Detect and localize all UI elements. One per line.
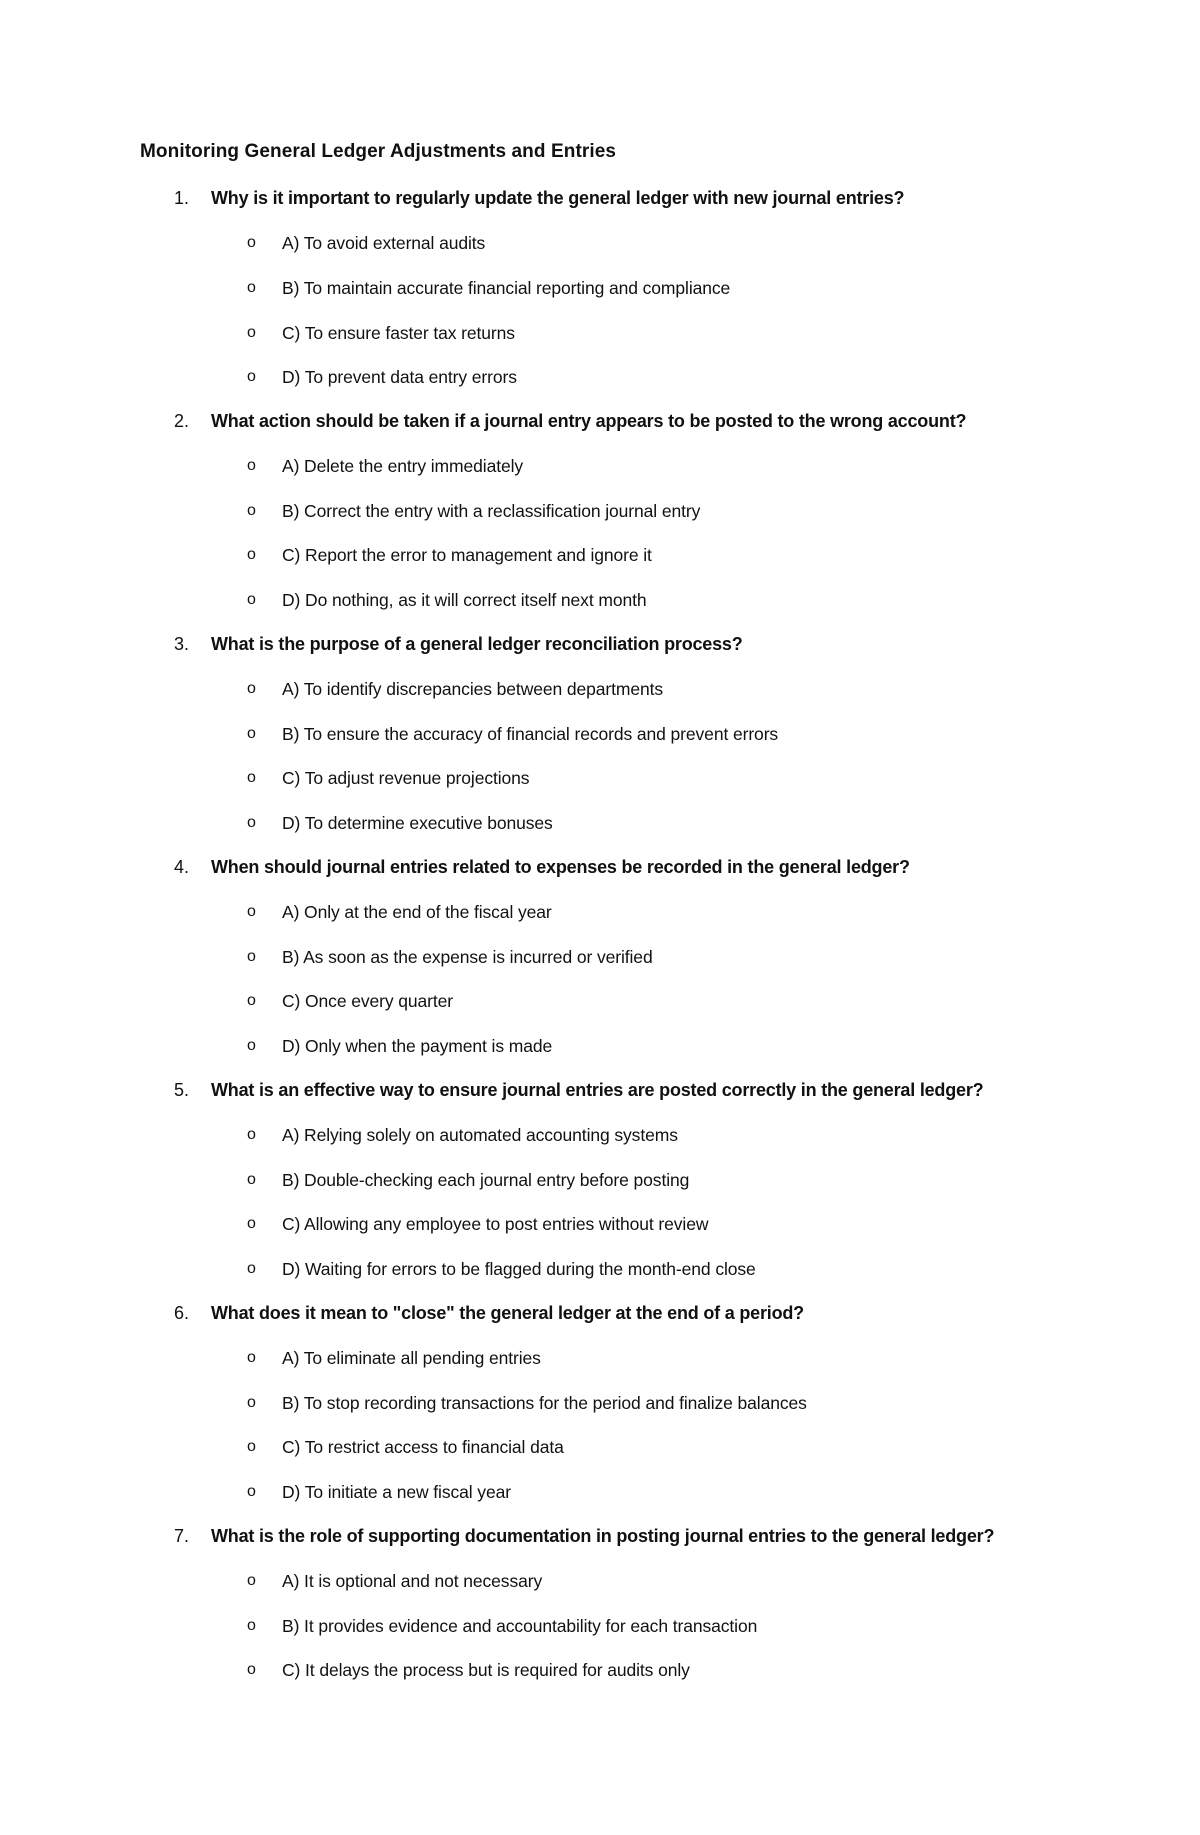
bullet-icon: o (247, 680, 256, 697)
bullet-icon: o (247, 368, 256, 385)
option-item (0, 1616, 1200, 1644)
option-text: A) Delete the entry immediately (282, 456, 524, 476)
question-5 (0, 1080, 1200, 1110)
option-text: A) Relying solely on automated accounting systems (282, 1125, 678, 1145)
bullet-icon: o (247, 992, 256, 1009)
option-text: D) Waiting for errors to be flagged during the month-end close (282, 1259, 756, 1279)
bullet-icon: o (247, 725, 256, 742)
option-text: B) Double-checking each journal entry before posting (282, 1170, 690, 1190)
question-text: When should journal entries related to expenses be recorded in the general ledger? (211, 857, 910, 877)
bullet-icon: o (247, 1349, 256, 1366)
question-text: What is the role of supporting documentation in posting journal entries to the general ledger? (211, 1526, 995, 1546)
option-item (0, 1348, 1200, 1376)
question-text: Why is it important to regularly update the general ledger with new journal entries? (211, 188, 905, 208)
question-1 (0, 188, 1200, 218)
option-item (0, 233, 1200, 261)
bullet-icon: o (247, 546, 256, 563)
option-text: D) Do nothing, as it will correct itself next month (282, 590, 647, 610)
question-2 (0, 411, 1200, 441)
option-text: D) Only when the payment is made (282, 1036, 553, 1056)
option-item (0, 1437, 1200, 1465)
option-text: A) To identify discrepancies between departments (282, 679, 664, 699)
option-text: C) To restrict access to financial data (282, 1437, 564, 1457)
option-text: C) To ensure faster tax returns (282, 323, 515, 343)
option-text: D) To determine executive bonuses (282, 813, 553, 833)
bullet-icon: o (247, 814, 256, 831)
bullet-icon: o (247, 1037, 256, 1054)
option-item (0, 1660, 1200, 1688)
option-item (0, 545, 1200, 573)
bullet-icon: o (247, 1483, 256, 1500)
option-item (0, 501, 1200, 529)
bullet-icon: o (247, 1661, 256, 1678)
question-4 (0, 857, 1200, 887)
option-text: C) It delays the process but is required for audits only (282, 1660, 690, 1680)
option-item (0, 947, 1200, 975)
option-text: B) As soon as the expense is incurred or verified (282, 947, 653, 967)
option-item (0, 1482, 1200, 1510)
bullet-icon: o (247, 591, 256, 608)
option-item (0, 679, 1200, 707)
bullet-icon: o (247, 457, 256, 474)
question-number: 1. (174, 188, 190, 208)
option-item (0, 367, 1200, 395)
question-number: 3. (174, 634, 190, 654)
option-item (0, 1259, 1200, 1287)
question-number: 7. (174, 1526, 190, 1546)
question-text: What is an effective way to ensure journal entries are posted correctly in the general ledger? (211, 1080, 984, 1100)
bullet-icon: o (247, 1617, 256, 1634)
option-item (0, 590, 1200, 618)
option-text: B) Correct the entry with a reclassification journal entry (282, 501, 701, 521)
bullet-icon: o (247, 1126, 256, 1143)
option-text: D) To initiate a new fiscal year (282, 1482, 511, 1502)
bullet-icon: o (247, 502, 256, 519)
question-6 (0, 1303, 1200, 1333)
question-3 (0, 634, 1200, 664)
option-item (0, 1214, 1200, 1242)
option-item (0, 991, 1200, 1019)
option-text: A) To eliminate all pending entries (282, 1348, 541, 1368)
bullet-icon: o (247, 279, 256, 296)
question-text: What action should be taken if a journal entry appears to be posted to the wrong account? (211, 411, 967, 431)
option-item (0, 323, 1200, 351)
question-number: 5. (174, 1080, 190, 1100)
question-number: 2. (174, 411, 190, 431)
option-item (0, 456, 1200, 484)
option-item (0, 1125, 1200, 1153)
bullet-icon: o (247, 1572, 256, 1589)
option-text: C) Once every quarter (282, 991, 454, 1011)
option-text: C) Allowing any employee to post entries without review (282, 1214, 709, 1234)
option-text: B) To stop recording transactions for the period and finalize balances (282, 1393, 807, 1413)
bullet-icon: o (247, 1260, 256, 1277)
bullet-icon: o (247, 769, 256, 786)
option-text: B) To maintain accurate financial reporting and compliance (282, 278, 731, 298)
option-item (0, 278, 1200, 306)
option-text: B) To ensure the accuracy of financial records and prevent errors (282, 724, 779, 744)
option-item (0, 1393, 1200, 1421)
question-text: What is the purpose of a general ledger reconciliation process? (211, 634, 743, 654)
option-item (0, 902, 1200, 930)
bullet-icon: o (247, 324, 256, 341)
option-item (0, 1170, 1200, 1198)
question-7 (0, 1526, 1200, 1556)
option-item (0, 1571, 1200, 1599)
question-number: 4. (174, 857, 190, 877)
option-item (0, 813, 1200, 841)
option-text: D) To prevent data entry errors (282, 367, 517, 387)
bullet-icon: o (247, 234, 256, 251)
option-text: B) It provides evidence and accountability for each transaction (282, 1616, 758, 1636)
option-text: C) To adjust revenue projections (282, 768, 530, 788)
document-title: Monitoring General Ledger Adjustments and Entries (140, 141, 617, 162)
bullet-icon: o (247, 903, 256, 920)
option-text: A) Only at the end of the fiscal year (282, 902, 552, 922)
bullet-icon: o (247, 1171, 256, 1188)
option-item (0, 1036, 1200, 1064)
option-item (0, 724, 1200, 752)
option-item (0, 768, 1200, 796)
bullet-icon: o (247, 948, 256, 965)
question-number: 6. (174, 1303, 190, 1323)
bullet-icon: o (247, 1394, 256, 1411)
option-text: A) To avoid external audits (282, 233, 486, 253)
bullet-icon: o (247, 1438, 256, 1455)
option-text: A) It is optional and not necessary (282, 1571, 543, 1591)
option-text: C) Report the error to management and ignore it (282, 545, 652, 565)
bullet-icon: o (247, 1215, 256, 1232)
question-text: What does it mean to "close" the general ledger at the end of a period? (211, 1303, 804, 1323)
